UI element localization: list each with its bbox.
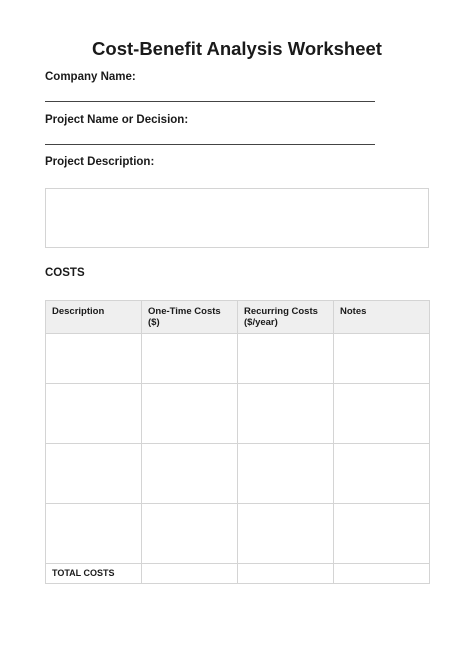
table-row (46, 504, 430, 564)
cell-description[interactable] (46, 504, 142, 564)
cell-notes[interactable] (334, 504, 430, 564)
project-description-box[interactable] (45, 188, 429, 248)
total-recurring-costs-cell[interactable] (238, 564, 334, 584)
costs-table (45, 300, 430, 584)
cell-notes[interactable] (334, 384, 430, 444)
table-row (46, 384, 430, 444)
cell-description[interactable] (46, 444, 142, 504)
header-description: Description (46, 301, 142, 334)
cell-recurring-costs[interactable] (238, 334, 334, 384)
total-notes-cell[interactable] (334, 564, 430, 584)
cell-notes[interactable] (334, 444, 430, 504)
total-one-time-costs-cell[interactable] (142, 564, 238, 584)
worksheet-title: Cost-Benefit Analysis Worksheet (92, 38, 382, 59)
header-recurring-costs: Recurring Costs ($/year) (238, 301, 334, 334)
header-notes: Notes (334, 301, 430, 334)
cell-description[interactable] (46, 334, 142, 384)
cell-one-time-costs[interactable] (142, 504, 238, 564)
table-row (46, 444, 430, 504)
project-name-label: Project Name or Decision: (45, 114, 189, 126)
project-name-line[interactable] (45, 144, 375, 145)
costs-table-header-row (46, 301, 430, 334)
cell-recurring-costs[interactable] (238, 384, 334, 444)
cell-recurring-costs[interactable] (238, 504, 334, 564)
cell-one-time-costs[interactable] (142, 334, 238, 384)
total-costs-row (46, 564, 430, 584)
cell-one-time-costs[interactable] (142, 384, 238, 444)
total-costs-label: TOTAL COSTS (46, 564, 142, 584)
cell-recurring-costs[interactable] (238, 444, 334, 504)
table-row (46, 334, 430, 384)
company-name-line[interactable] (45, 101, 375, 102)
header-one-time-costs: One-Time Costs ($) (142, 301, 238, 334)
company-name-label: Company Name: (45, 71, 136, 83)
cell-notes[interactable] (334, 334, 430, 384)
cell-description[interactable] (46, 384, 142, 444)
costs-section-heading: COSTS (45, 267, 85, 279)
project-description-label: Project Description: (45, 156, 155, 168)
cell-one-time-costs[interactable] (142, 444, 238, 504)
